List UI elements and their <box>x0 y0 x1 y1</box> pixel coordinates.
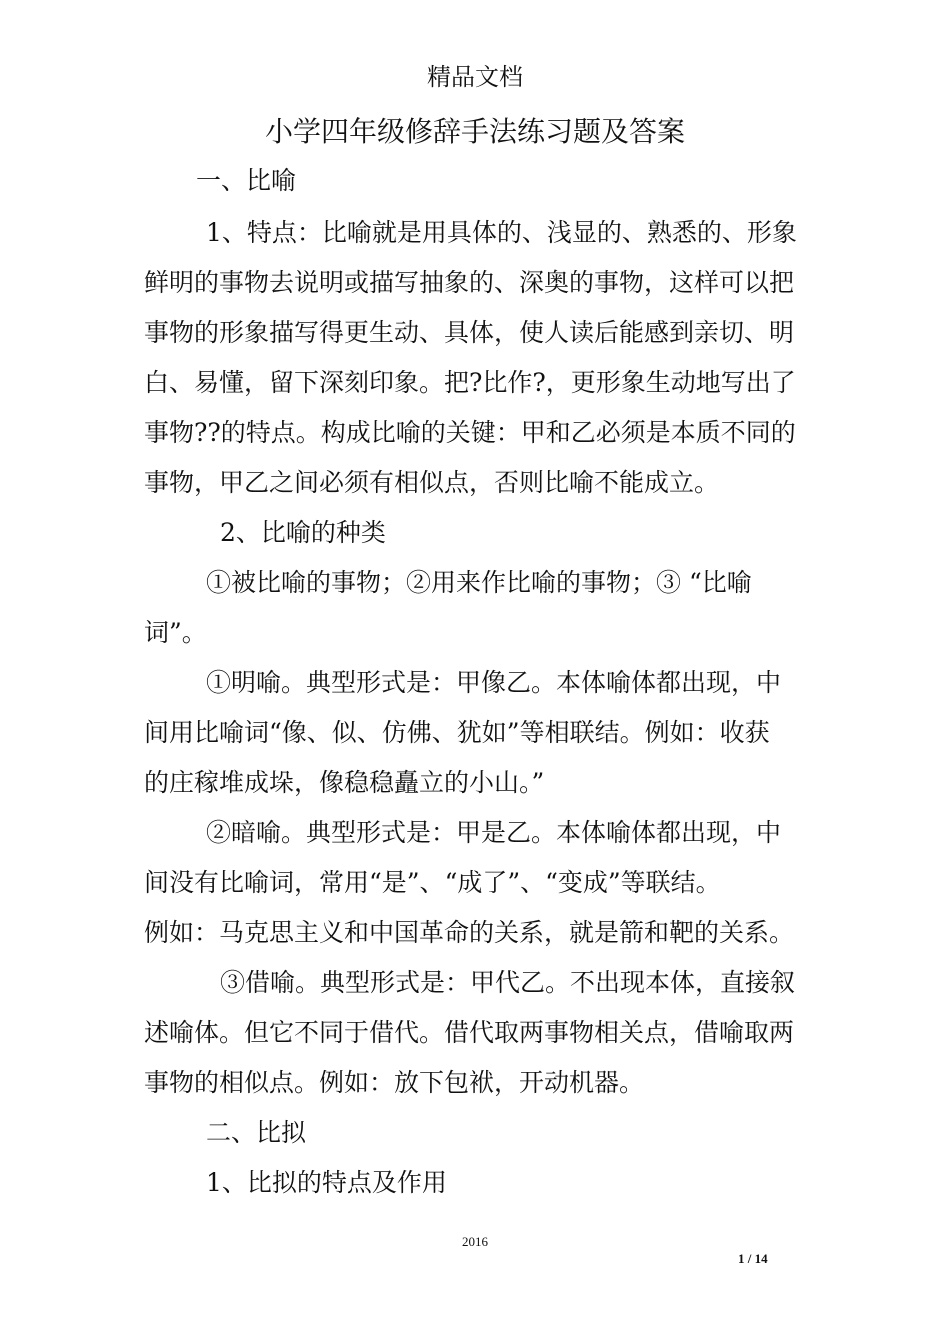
paragraph-line: 事物??的特点。构成比喻的关键：甲和乙必须是本质不同的 <box>144 418 796 447</box>
paragraph-line: 白、易懂，留下深刻印象。把?比作?，更形象生动地写出了 <box>144 368 796 397</box>
subheading-personification-features: 1、比拟的特点及作用 <box>206 1168 447 1197</box>
paragraph-line: ①被比喻的事物；②用来作比喻的事物；③ “比喻 <box>206 568 752 597</box>
section-heading-personification: 二、比拟 <box>206 1118 307 1147</box>
document-title: 小学四年级修辞手法练习题及答案 <box>264 115 685 148</box>
paragraph-line: 间用比喻词“像、似、仿佛、犹如”等相联结。例如：收获 <box>144 718 770 747</box>
subheading-metaphor-types: 2、比喻的种类 <box>220 518 386 547</box>
page-header: 精品文档 <box>427 63 523 91</box>
paragraph-line: 词”。 <box>144 618 207 647</box>
paragraph-line: 事物的形象描写得更生动、具体，使人读后能感到亲切、明 <box>144 318 795 347</box>
paragraph-line: 事物的相似点。例如：放下包袱，开动机器。 <box>144 1068 645 1097</box>
paragraph-line: ①明喻。典型形式是：甲像乙。本体喻体都出现，中 <box>206 668 782 697</box>
paragraph-line: 的庄稼堆成垛，像稳稳矗立的小山。” <box>144 768 545 797</box>
section-heading-metaphor: 一、比喻 <box>196 166 297 195</box>
paragraph-line: ③借喻。典型形式是：甲代乙。不出现本体，直接叙 <box>220 968 796 997</box>
paragraph-line: 间没有比喻词，常用“是”、“成了”、“变成”等联结。 <box>144 868 721 897</box>
paragraph-line: ②暗喻。典型形式是：甲是乙。本体喻体都出现，中 <box>206 818 782 847</box>
paragraph-line: 例如：马克思主义和中国革命的关系，就是箭和靶的关系。 <box>144 918 795 947</box>
paragraph-line: 鲜明的事物去说明或描写抽象的、深奥的事物，这样可以把 <box>144 268 795 297</box>
page-number: 1 / 14 <box>738 1251 768 1266</box>
paragraph-line: 1、特点：比喻就是用具体的、浅显的、熟悉的、形象 <box>206 218 797 247</box>
footer-year: 2016 <box>462 1234 488 1249</box>
paragraph-line: 事物，甲乙之间必须有相似点，否则比喻不能成立。 <box>144 468 720 497</box>
paragraph-line: 述喻体。但它不同于借代。借代取两事物相关点，借喻取两 <box>144 1018 795 1047</box>
